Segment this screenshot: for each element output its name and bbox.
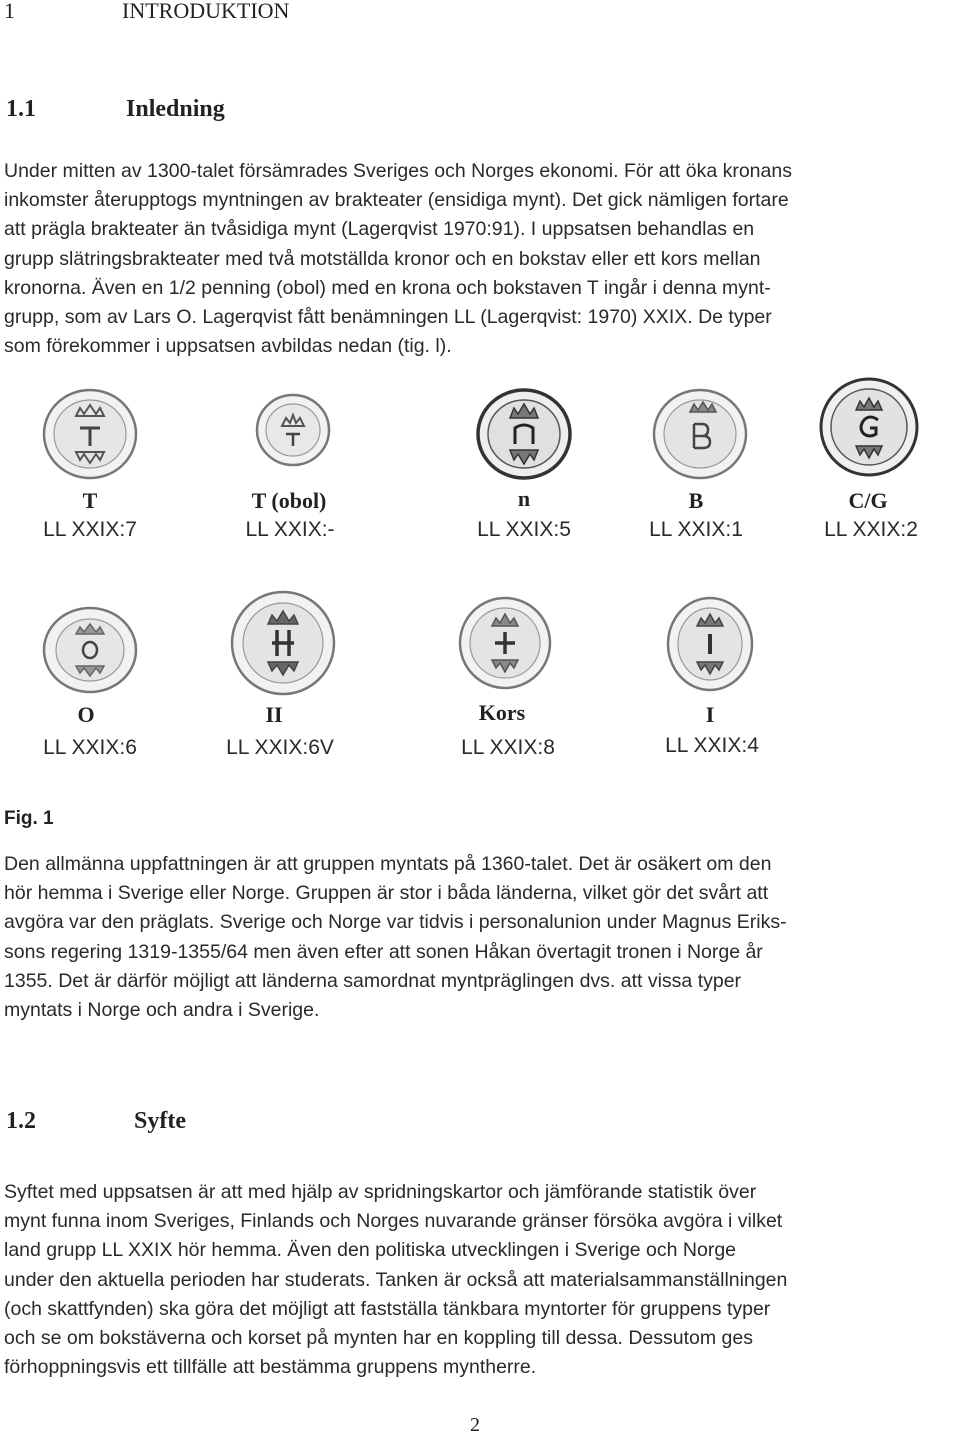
text-line: (och skattfynden) ska göra det möjligt att fastställa tänkbara myntorter för gruppens typer	[4, 1297, 771, 1320]
text-line: Under mitten av 1300-talet försämrades Sveriges och Norges ekonomi. För att öka kronans	[4, 160, 792, 182]
text-line: hör hemma i Sverige eller Norge. Gruppen är stor i båda länderna, vilket gör det svårt att	[4, 882, 769, 905]
chapter-title: INTRODUKTION	[122, 0, 290, 23]
coin-image-n	[474, 386, 574, 482]
text-line: avgöra var den präglats. Sverige och Norge var tidvis i personalunion under Magnus Eriks-	[4, 911, 787, 934]
coin-image-i	[664, 594, 756, 694]
text-line: kronorna. Även en 1/2 penning (obol) med en krona och bokstaven T ingår i denna mynt-	[4, 276, 771, 299]
coin-label-n: n	[517, 486, 531, 511]
section-title: Syfte	[134, 1108, 186, 1134]
chapter-number: 1	[4, 0, 15, 23]
coin-label-cg: C/G	[848, 488, 888, 513]
section-heading-syfte	[6, 1108, 186, 1135]
coin-ref-t-obol: LL XXIX:-	[245, 518, 335, 541]
coin-label-ii: II	[265, 702, 283, 727]
coin-image-kors	[456, 594, 554, 692]
coin-ref-i: LL XXIX:4	[665, 734, 759, 757]
coin-ref-n: LL XXIX:5	[477, 518, 571, 541]
coin-ref-t: LL XXIX:7	[43, 518, 137, 541]
coin-image-t-obol	[254, 392, 332, 468]
coin-label-kors: Kors	[478, 700, 526, 725]
text-line: mynt funna inom Sveriges, Finlands och Norges nuvarande gränser försöka avgöra i vilket	[4, 1210, 783, 1233]
coin-ref-b: LL XXIX:1	[649, 518, 743, 541]
coin-label-t: T	[82, 488, 98, 513]
coin-label-b: B	[688, 488, 704, 513]
text-line: 1355. Det är därför möjligt att länderna samordnat myntpräglingen dvs. att vissa typer	[4, 969, 742, 992]
coin-image-t	[40, 386, 140, 482]
text-line: Den allmänna uppfattningen är att gruppen myntats på 1360-talet. Det är osäkert om den	[4, 853, 772, 875]
text-line: sons regering 1319-1355/64 men även efter att sonen Håkan övertagit tronen i Norge år	[4, 940, 763, 963]
coin-ref-cg: LL XXIX:2	[824, 518, 918, 541]
text-line: inkomster återupptogs myntningen av brakteater (ensidiga mynt). Det gick nämligen fortare	[4, 189, 789, 212]
text-line: Syftet med uppsatsen är att med hjälp av spridningskartor och jämförande statistik över	[4, 1181, 757, 1203]
text-line: att prägla brakteater än tvåsidiga mynt (Lagerqvist 1970:91). I uppsatsen behandlas en	[4, 218, 755, 241]
coin-ref-o: LL XXIX:6	[43, 736, 137, 759]
text-line: förhoppningsvis ett tillfälle att bestämma gruppens myntherre.	[4, 1356, 537, 1379]
body-paragraph	[4, 850, 954, 1025]
text-line: grupp slätringsbrakteater med två motställda kronor och en bokstav eller ett kors mellan	[4, 247, 761, 270]
text-line: som förekommer i uppsatsen avbildas nedan (tig. l).	[4, 335, 452, 358]
text-line: och se om bokstäverna och korset på mynten har en koppling till dessa. Dessutom ges	[4, 1327, 753, 1350]
section-number: 1.1	[6, 96, 36, 122]
coin-image-o	[40, 604, 140, 696]
section-heading-inledning	[6, 96, 225, 123]
coin-ref-ii: LL XXIX:6V	[226, 736, 334, 759]
chapter-heading	[4, 0, 289, 24]
section-number: 1.2	[6, 1108, 36, 1134]
text-line: myntats i Norge och andra i Sverige.	[4, 999, 320, 1022]
text-line: grupp, som av Lars O. Lagerqvist fått benämningen LL (Lagerqvist: 1970) XXIX. De typer	[4, 306, 772, 329]
coin-ref-kors: LL XXIX:8	[461, 736, 555, 759]
coin-label-o: O	[77, 702, 95, 727]
coin-label-t-obol: T (obol)	[251, 488, 327, 513]
purpose-paragraph	[4, 1178, 954, 1382]
figure-caption: Fig. 1	[4, 808, 54, 829]
coin-image-ii	[228, 588, 338, 698]
intro-paragraph	[4, 157, 954, 361]
coin-label-i: I	[705, 702, 715, 727]
text-line: land grupp LL XXIX hör hemma. Även den politiska utvecklingen i Sverige och Norge	[4, 1239, 737, 1262]
page-number: 2	[470, 1414, 480, 1436]
coin-image-b	[650, 386, 750, 482]
text-line: under den aktuella perioden har studerats. Tanken är också att materialsammanställningen	[4, 1268, 788, 1291]
coin-image-cg	[818, 376, 920, 478]
section-title: Inledning	[126, 96, 225, 122]
